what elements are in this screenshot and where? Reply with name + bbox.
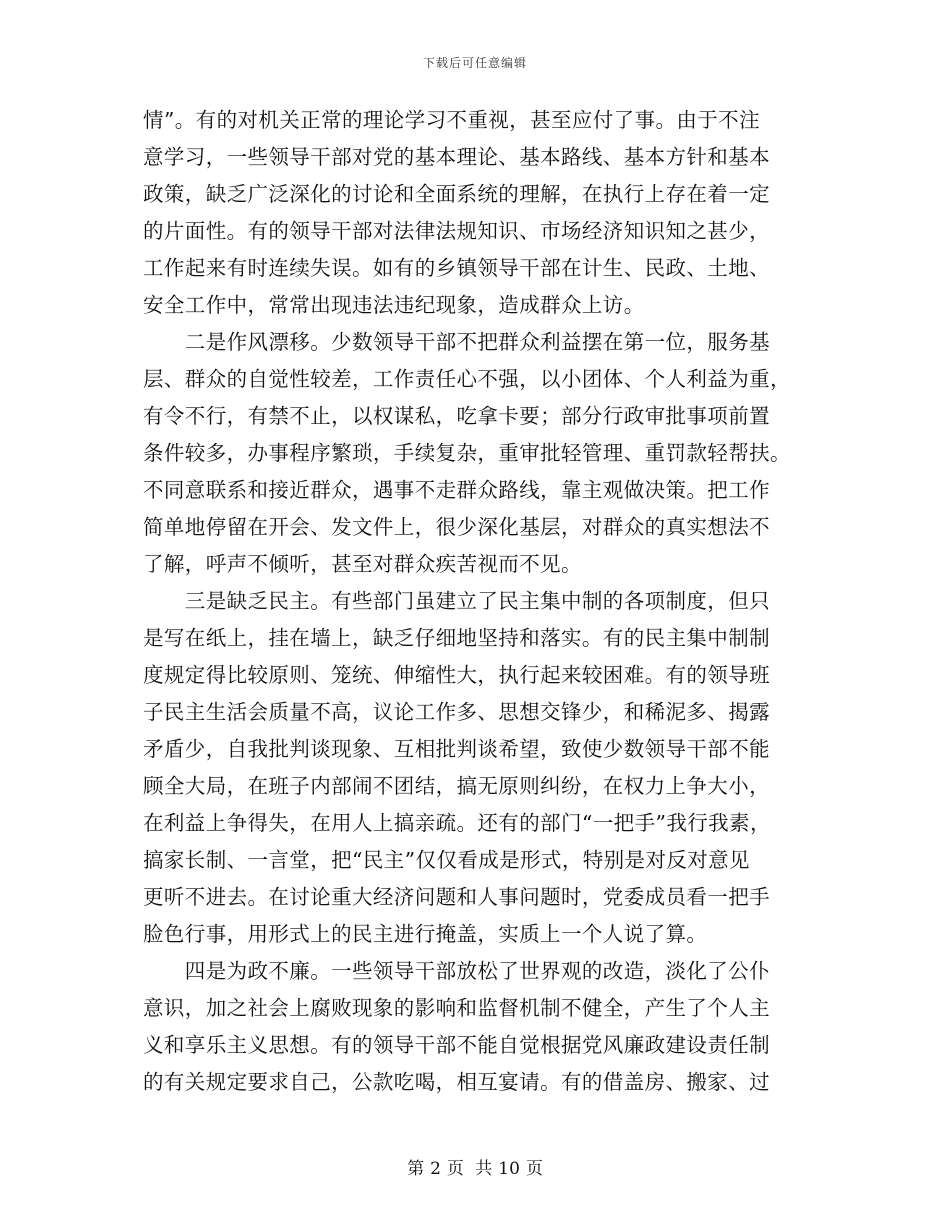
- text-line: 更听不进去。在讨论重大经济问题和人事问题时，党委成员看一把手: [143, 885, 770, 909]
- document-body: [143, 102, 803, 1101]
- text-line: 度规定得比较原则、笼统、伸缩性大，执行起来较困难。有的领导班: [143, 663, 770, 687]
- text-line: 子民主生活会质量不高，议论工作多、思想交锋少，和稀泥多、揭露: [143, 700, 770, 724]
- text-line: 有令不行，有禁不止，以权谋私，吃拿卡要；部分行政审批事项前置: [143, 404, 770, 428]
- total-pages: 10: [498, 1159, 520, 1179]
- text-line: 的片面性。有的领导干部对法律法规知识、市场经济知识知之甚少，: [143, 219, 770, 243]
- footer-middle: 页 共: [446, 1159, 493, 1179]
- text-line: 安全工作中，常常出现违法违纪现象，造成群众上访。: [143, 293, 645, 317]
- text-line: 是写在纸上，挂在墙上，缺乏仔细地坚持和落实。有的民主集中制制: [143, 626, 770, 650]
- text-line: 义和享乐主义思想。有的领导干部不能自觉根据党风廉政建设责任制: [143, 1033, 770, 1057]
- current-page-number: 2: [430, 1159, 441, 1179]
- text-line: 意学习，一些领导干部对党的基本理论、基本路线、基本方针和基本: [143, 145, 770, 169]
- page-header: 下载后可任意编辑: [422, 56, 527, 70]
- text-line: 三是缺乏民主。有些部门虽建立了民主集中制的各项制度，但只: [143, 589, 770, 613]
- text-line: 简单地停留在开会、发文件上，很少深化基层，对群众的真实想法不: [143, 515, 770, 539]
- text-line: 脸色行事，用形式上的民主进行掩盖，实质上一个人说了算。: [143, 922, 708, 946]
- text-line: 工作起来有时连续失误。如有的乡镇领导干部在计生、民政、土地、: [143, 256, 770, 280]
- text-line: 情”。有的对机关正常的理论学习不重视，甚至应付了事。由于不注: [143, 108, 760, 132]
- text-line: 政策，缺乏广泛深化的讨论和全面系统的理解，在执行上存在着一定: [143, 182, 770, 206]
- footer-suffix: 页: [525, 1159, 543, 1179]
- page-number-footer: [0, 1154, 950, 1179]
- footer-prefix: 第: [407, 1159, 425, 1179]
- text-line: 了解，呼声不倾听，甚至对群众疾苦视而不见。: [143, 552, 582, 576]
- text-line: 顾全大局，在班子内部闹不团结，搞无原则纠纷，在权力上争大小，: [143, 774, 770, 798]
- text-line: 条件较多，办事程序繁琐，手续复杂，重审批轻管理、重罚款轻帮扶。: [143, 441, 791, 465]
- text-line: 层、群众的自觉性较差，工作责任心不强，以小团体、个人利益为重，: [143, 367, 791, 391]
- text-line: 的有关规定要求自己，公款吃喝，相互宴请。有的借盖房、搬家、过: [143, 1070, 770, 1094]
- text-line: 二是作风漂移。少数领导干部不把群众利益摆在第一位，服务基: [143, 330, 770, 354]
- text-line: 意识，加之社会上腐败现象的影响和监督机制不健全，产生了个人主: [143, 996, 770, 1020]
- text-line: 在利益上争得失，在用人上搞亲疏。还有的部门“一把手”我行我素，: [143, 811, 771, 835]
- text-line: 四是为政不廉。一些领导干部放松了世界观的改造，淡化了公仆: [143, 959, 770, 983]
- text-line: 不同意联系和接近群众，遇事不走群众路线，靠主观做决策。把工作: [143, 478, 770, 502]
- text-line: 矛盾少，自我批判谈现象、互相批判谈希望，致使少数领导干部不能: [143, 737, 770, 761]
- text-line: 搞家长制、一言堂，把“民主”仅仅看成是形式，特别是对反对意见: [143, 848, 750, 872]
